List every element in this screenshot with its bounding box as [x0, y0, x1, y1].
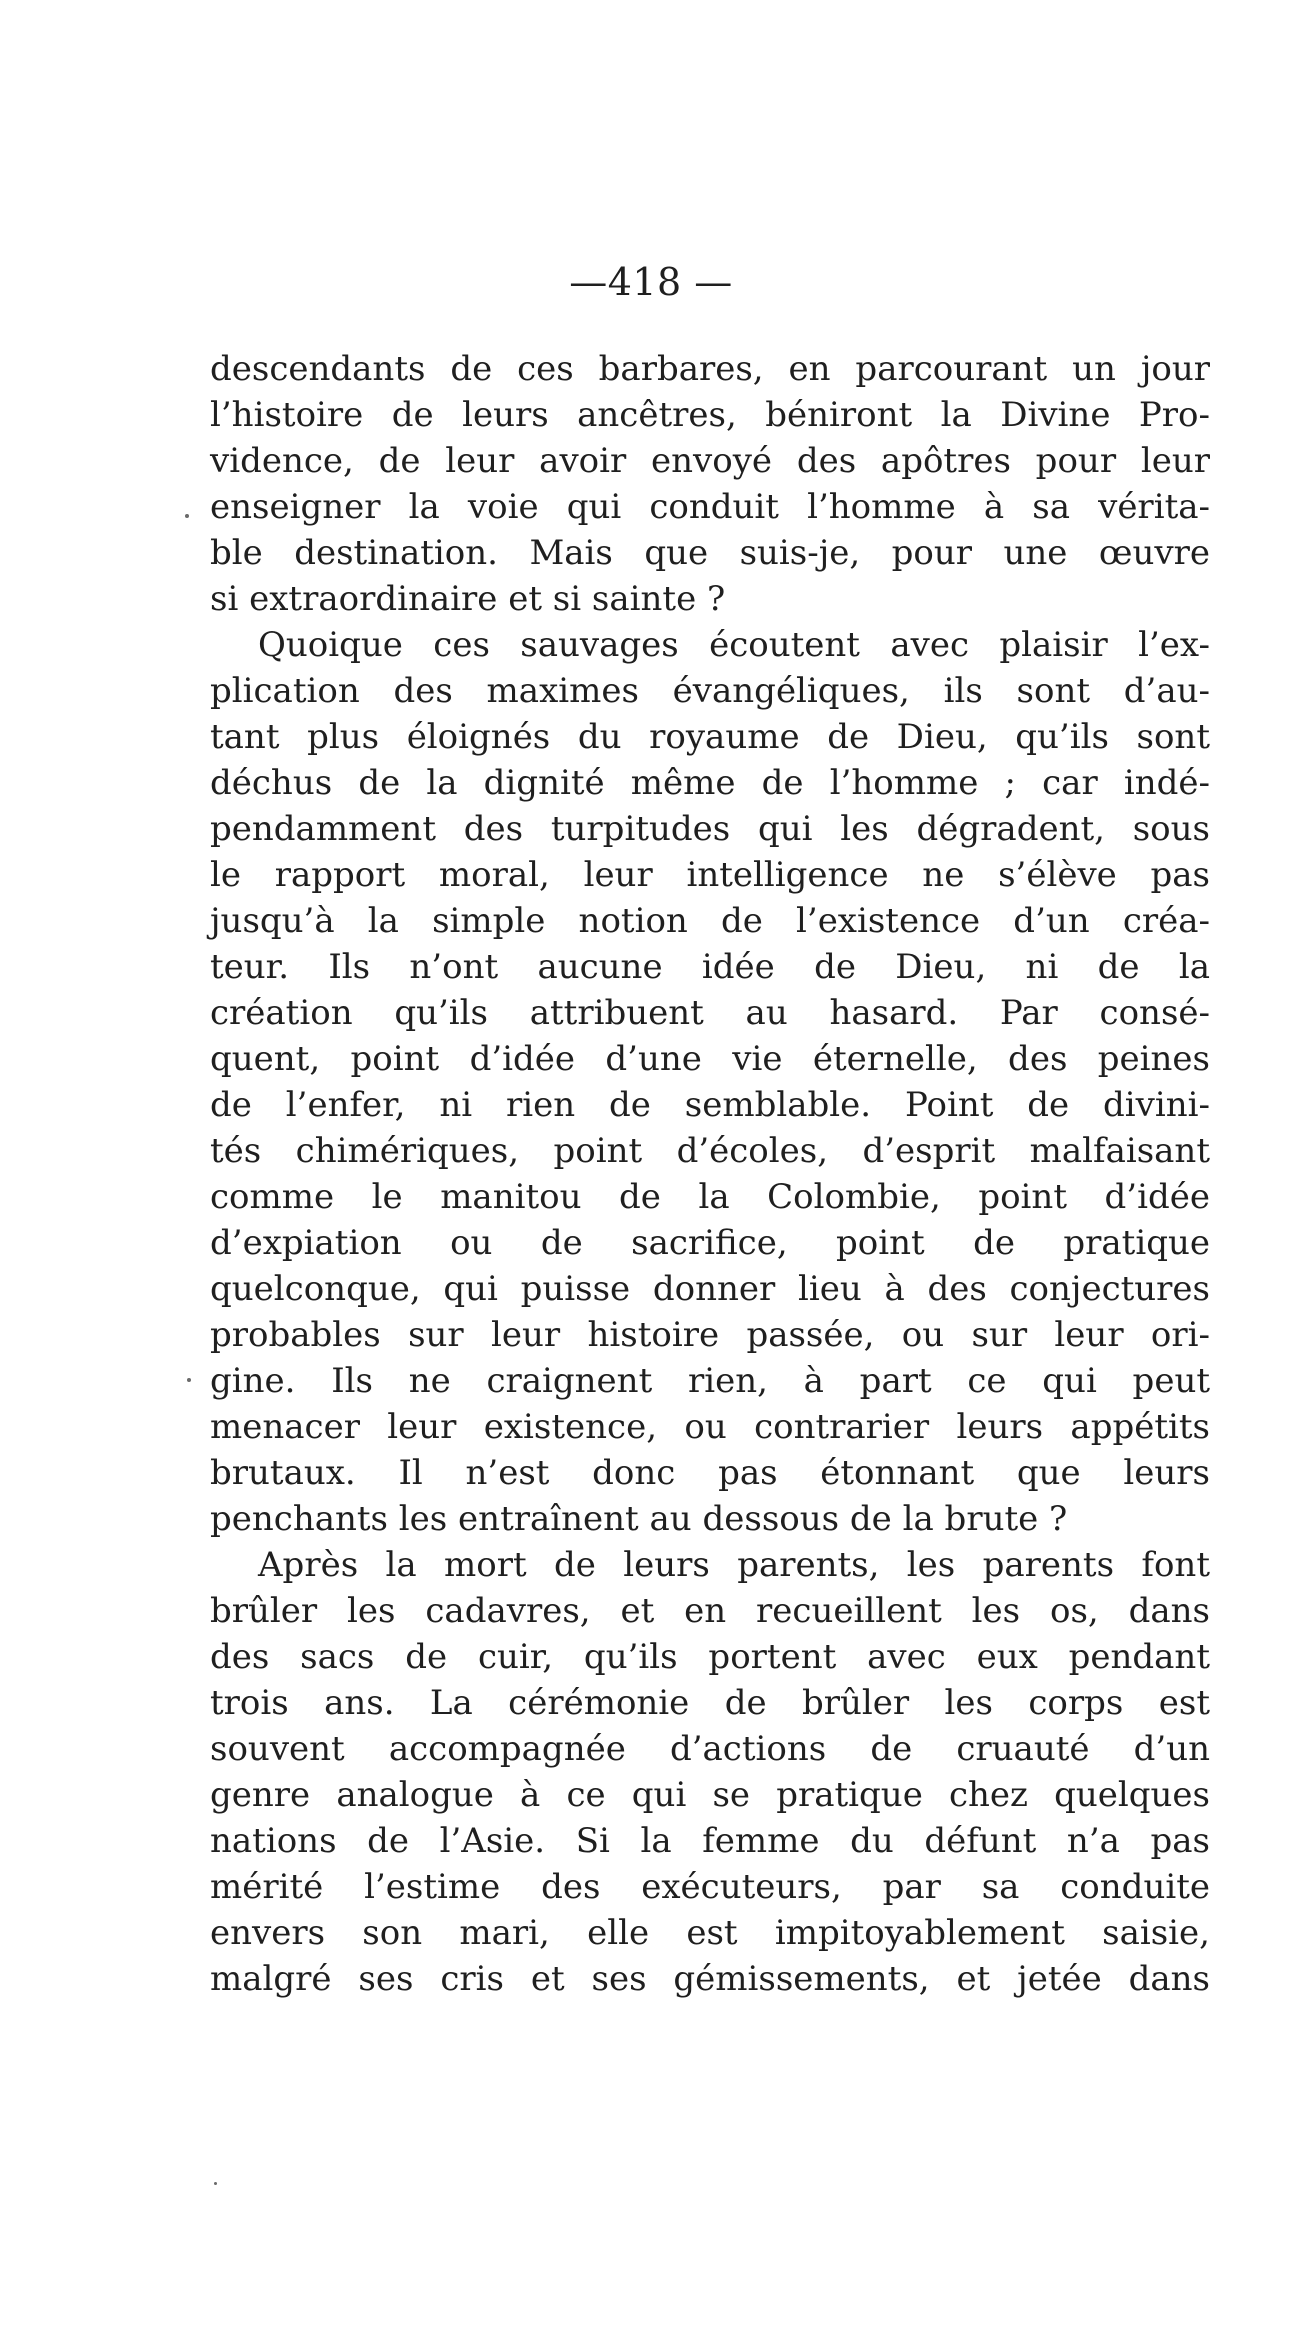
- text-line: Quoique ces sauvages écoutent avec plaisir l’ex-: [258, 625, 1210, 665]
- text-line: l’histoire de leurs ancêtres, béniront la Divine Pro-: [210, 395, 1210, 435]
- text-line: de l’enfer, ni rien de semblable. Point de divini-: [210, 1085, 1210, 1125]
- text-line: tant plus éloignés du royaume de Dieu, qu’ils sont: [210, 717, 1210, 757]
- text-line: jusqu’à la simple notion de l’existence d’un créa-: [210, 901, 1210, 941]
- text-line: d’expiation ou de sacrifice, point de pratique: [210, 1223, 1210, 1263]
- text-line: ble destination. Mais que suis-je, pour une œuvre: [210, 533, 1210, 573]
- text-line: trois ans. La cérémonie de brûler les corps est: [210, 1683, 1210, 1723]
- text-line: probables sur leur histoire passée, ou sur leur ori-: [210, 1315, 1210, 1355]
- text-line: brutaux. Il n’est donc pas étonnant que leurs: [210, 1453, 1210, 1493]
- text-line: Après la mort de leurs parents, les parents font: [258, 1545, 1210, 1585]
- text-line: si extraordinaire et si sainte ?: [210, 579, 726, 619]
- text-line: tés chimériques, point d’écoles, d’esprit malfaisant: [210, 1131, 1210, 1171]
- page-number: —418 —: [569, 260, 733, 304]
- text-line: souvent accompagnée d’actions de cruauté d’un: [210, 1729, 1210, 1769]
- text-line: teur. Ils n’ont aucune idée de Dieu, ni de la: [210, 947, 1210, 987]
- text-line: mérité l’estime des exécuteurs, par sa conduite: [210, 1867, 1210, 1907]
- text-line: descendants de ces barbares, en parcourant un jour: [210, 349, 1210, 389]
- text-line: malgré ses cris et ses gémissements, et jetée dans: [210, 1959, 1210, 1999]
- text-line: penchants les entraînent au dessous de la brute ?: [210, 1499, 1068, 1539]
- text-line: quelconque, qui puisse donner lieu à des conjectures: [210, 1269, 1210, 1309]
- print-speck: [214, 2182, 217, 2185]
- text-line: nations de l’Asie. Si la femme du défunt n’a pas: [210, 1821, 1210, 1861]
- text-line: genre analogue à ce qui se pratique chez quelques: [210, 1775, 1210, 1815]
- text-line: comme le manitou de la Colombie, point d’idée: [210, 1177, 1210, 1217]
- text-line: brûler les cadavres, et en recueillent les os, dans: [210, 1591, 1210, 1631]
- text-line: déchus de la dignité même de l’homme ; car indé-: [210, 763, 1210, 803]
- text-line: gine. Ils ne craignent rien, à part ce qui peut: [210, 1361, 1210, 1401]
- body-text: [210, 346, 1210, 2002]
- text-line: des sacs de cuir, qu’ils portent avec eux pendant: [210, 1637, 1210, 1677]
- text-line: quent, point d’idée d’une vie éternelle, des peines: [210, 1039, 1210, 1079]
- print-speck: [185, 514, 189, 518]
- text-line: enseigner la voie qui conduit l’homme à sa vérita-: [210, 487, 1210, 527]
- print-speck: [187, 1378, 191, 1382]
- text-line: plication des maximes évangéliques, ils sont d’au-: [210, 671, 1210, 711]
- text-line: pendamment des turpitudes qui les dégradent, sous: [210, 809, 1210, 849]
- text-line: création qu’ils attribuent au hasard. Par consé-: [210, 993, 1210, 1033]
- text-line: envers son mari, elle est impitoyablement saisie,: [210, 1913, 1210, 1953]
- text-line: vidence, de leur avoir envoyé des apôtres pour leur: [210, 441, 1210, 481]
- text-line: menacer leur existence, ou contrarier leurs appétits: [210, 1407, 1210, 1447]
- text-line: le rapport moral, leur intelligence ne s’élève pas: [210, 855, 1210, 895]
